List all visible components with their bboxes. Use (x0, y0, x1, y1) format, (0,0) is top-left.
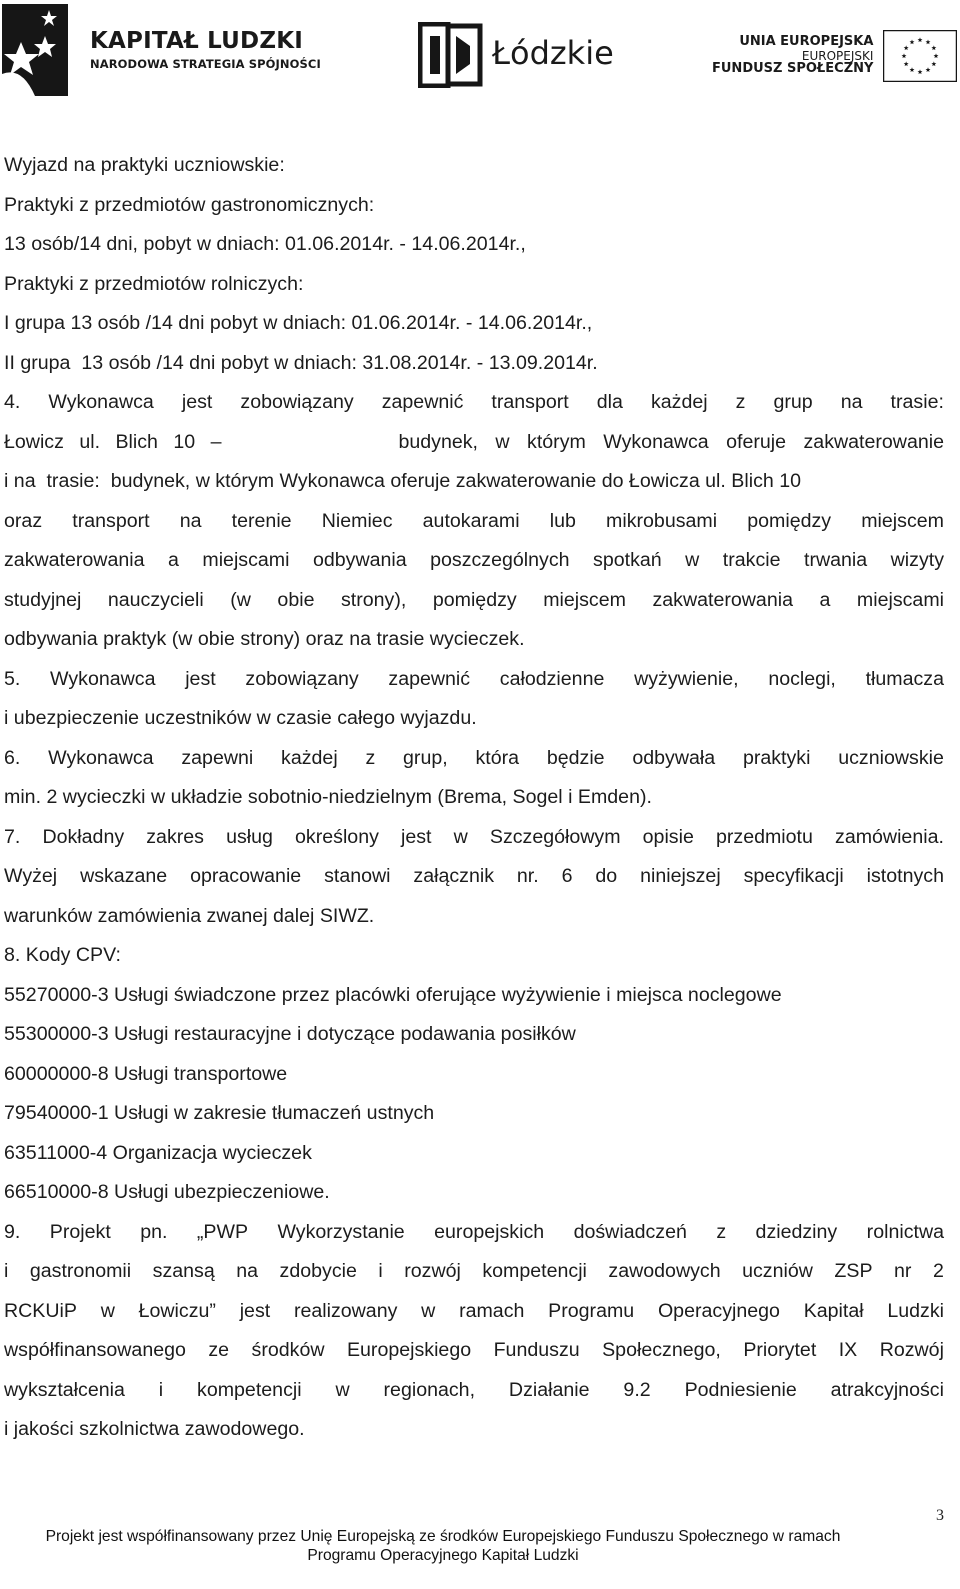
word: określony (295, 825, 379, 848)
word: zakwaterowania (4, 549, 145, 571)
text-line: i ubezpieczenie uczestników w czasie całego wyjazdu. (4, 707, 477, 729)
word: mikrobusami (606, 509, 718, 532)
page-footer (0, 1527, 886, 1565)
word: i (158, 1378, 164, 1401)
word: Podniesienie (684, 1378, 797, 1401)
word: jest (185, 667, 216, 690)
word: gastronomii (29, 1260, 132, 1282)
word: dla (596, 391, 623, 413)
cpv-code: 60000000-8 Usługi transportowe (4, 1062, 288, 1085)
word: odbywania (312, 549, 407, 571)
word: uczniów (742, 1260, 813, 1282)
word: na (840, 391, 863, 413)
word: będzie (546, 746, 605, 769)
word: ramach (459, 1299, 525, 1322)
word: „PWP (196, 1220, 249, 1243)
justified-line (4, 541, 944, 581)
word: dziedziny (755, 1220, 838, 1243)
word: IX (838, 1339, 858, 1361)
word: atrakcyjności (830, 1378, 944, 1401)
word: współfinansowanego (4, 1339, 186, 1361)
word: Wykonawca (48, 391, 154, 413)
word: Funduszu (493, 1339, 580, 1361)
word: zapewni (181, 746, 254, 769)
text-line: Praktyki z przedmiotów rolniczych: (4, 272, 304, 295)
word: rozwój (404, 1260, 461, 1282)
word: Programu (548, 1299, 635, 1322)
justified-line (4, 1213, 944, 1253)
word: studyjnej (4, 588, 82, 611)
word: Ludzki (887, 1299, 944, 1322)
word: 9.2 (623, 1378, 651, 1401)
word: ZSP (834, 1260, 873, 1282)
cpv-code: 66510000-8 Usługi ubezpieczeniowe. (4, 1181, 330, 1203)
word: załącznik (413, 865, 495, 887)
word: zakwaterowania (652, 588, 793, 611)
word: praktyki (742, 746, 811, 769)
word: nr (894, 1260, 912, 1282)
word: Działanie (508, 1378, 590, 1401)
word: 6. (4, 746, 21, 769)
word: jest (181, 391, 213, 413)
word: noclegi, (768, 667, 836, 690)
word: pomiędzy (747, 509, 832, 532)
word: szansą (152, 1260, 215, 1282)
footer-line: Programu Operacyjnego Kapitał Ludzki (307, 1547, 579, 1564)
word: obie (277, 588, 315, 611)
text-line: II grupa 13 osób /14 dni pobyt w dniach: 31.08.2014r. - 13.09.2014r. (4, 351, 598, 374)
word: miejscem (543, 588, 626, 611)
eu-line-3: FUNDUSZ SPOŁECZNY (712, 61, 874, 77)
kl-subtitle: NARODOWA STRATEGIA SPÓJNOŚCI (90, 56, 321, 71)
word: Dokładny (42, 825, 125, 848)
word: zakres (146, 825, 204, 848)
word: pn. (140, 1220, 168, 1243)
word: w (453, 825, 468, 848)
word: Szczegółowym (489, 825, 621, 848)
word: zamówienia. (835, 825, 944, 848)
footer-line: Projekt jest współfinansowany przez Unię Europejską ze środków Europejskiego Funduszu Społecznego w ramach (45, 1528, 841, 1545)
word: w (100, 1299, 115, 1322)
word: nauczycieli (107, 588, 204, 611)
justified-line (4, 502, 944, 542)
word: kompetencji (482, 1260, 587, 1282)
word: regionach, (383, 1378, 476, 1401)
word: środków (251, 1339, 325, 1361)
word: spotkań (593, 549, 662, 571)
word: Łowiczu” (138, 1299, 216, 1322)
word: doświadczeń (573, 1220, 687, 1243)
word: niniejszej (640, 865, 721, 887)
word: RCKUiP (4, 1299, 77, 1322)
justified-line (4, 660, 944, 700)
word: zobowiązany (240, 391, 354, 413)
word: Rozwój (879, 1339, 944, 1361)
word: uczniowskie (838, 746, 944, 769)
word: Priorytet (743, 1339, 817, 1361)
word: miejscami (202, 549, 290, 571)
text-line: min. 2 wycieczki w układzie sobotnio-niedzielnym (Brema, Sogel i Emden). (4, 786, 652, 808)
justified-line (4, 818, 944, 858)
word: transport (491, 391, 569, 413)
word: Wykonawca (50, 667, 156, 690)
lodzkie-logo (418, 20, 614, 90)
text-line: warunków zamówienia zwanej dalej SIWZ. (4, 904, 375, 927)
word: Niemiec (321, 509, 393, 532)
word: z (716, 1220, 727, 1243)
word: z (365, 746, 376, 769)
cpv-code: 79540000-1 Usługi w zakresie tłumaczeń ustnych (4, 1102, 435, 1124)
word: (w (230, 588, 251, 611)
word: Wykonawca (48, 746, 154, 769)
word: tłumacza (865, 667, 944, 690)
word: trakcie (722, 549, 781, 571)
word: 2 (932, 1260, 944, 1282)
kl-title: KAPITAŁ LUDZKI (90, 27, 303, 54)
word: nr. (516, 865, 539, 887)
word: w (421, 1299, 436, 1322)
word: miejscami (856, 588, 944, 611)
word: która (475, 746, 520, 769)
word: Projekt (49, 1220, 111, 1243)
word: do (595, 865, 618, 887)
eu-logo (712, 30, 957, 82)
text-line: Wyjazd na praktyki uczniowskie: (4, 154, 285, 176)
word: zobowiązany (245, 667, 359, 690)
justified-line (4, 423, 944, 463)
word: wskazane (80, 865, 168, 887)
word: realizowany (293, 1299, 398, 1322)
word: Społecznego, (602, 1339, 721, 1361)
text-line: Praktyki z przedmiotów gastronomicznych: (4, 193, 375, 216)
justified-line (4, 857, 944, 897)
eu-line-2: EUROPEJSKI (801, 48, 874, 63)
word: zapewnić (388, 667, 471, 690)
word: 7. (4, 825, 21, 848)
word: miejscem (861, 509, 944, 532)
word: jest (239, 1299, 271, 1322)
word: trasie: (890, 391, 944, 413)
justified-line (4, 1252, 944, 1292)
word: poszczególnych (430, 549, 570, 571)
word: istotnych (866, 865, 944, 887)
page-header (0, 0, 960, 100)
word: jest (401, 825, 432, 848)
word: a (167, 549, 179, 571)
word: Wyżej (4, 865, 58, 887)
text-line: 13 osób/14 dni, pobyt w dniach: 01.06.2014r. - 14.06.2014r., (4, 233, 526, 255)
word: trwania (804, 549, 868, 571)
word: oraz (4, 509, 43, 532)
justified-line (4, 1331, 944, 1371)
word: europejskich (434, 1220, 545, 1243)
justified-line (4, 1292, 944, 1332)
word: lub (549, 509, 576, 532)
cpv-code: 55270000-3 Usługi świadczone przez placówki oferujące wyżywienie i miejsca noclegowe (4, 983, 782, 1006)
word: z (735, 391, 746, 413)
word: w (335, 1378, 350, 1401)
justified-line (4, 383, 944, 423)
cpv-code: 63511000-4 Organizacja wycieczek (4, 1141, 312, 1164)
word: Wykorzystanie (277, 1220, 405, 1243)
word: w (685, 549, 700, 571)
justified-line (4, 581, 944, 621)
word: 6 (561, 865, 573, 887)
word: wizyty (890, 549, 944, 571)
word: a (819, 588, 831, 611)
word: strony), (340, 588, 407, 611)
word: usług (226, 825, 273, 848)
page-number: 3 (936, 1507, 944, 1524)
word: 9. (4, 1220, 21, 1243)
document-body (4, 146, 944, 1450)
lodzkie-emblem-icon (418, 22, 484, 88)
word: wyżywienie, (634, 667, 739, 690)
word: opracowanie (190, 865, 302, 887)
word: rolnictwa (866, 1220, 944, 1243)
word: każdej (281, 746, 338, 769)
word: kompetencji (197, 1378, 302, 1401)
text-line: odbywania praktyk (w obie strony) oraz na trasie wycieczek. (4, 628, 525, 650)
word: zdobycie (279, 1260, 357, 1282)
word: całodzienne (499, 667, 605, 690)
word: grup (773, 391, 813, 413)
word: Operacyjnego (657, 1299, 780, 1322)
eu-flag-icon (883, 30, 957, 82)
eu-line-1: UNIA EUROPEJSKA (739, 34, 874, 50)
text-line: I grupa 13 osób /14 dni pobyt w dniach: 01.06.2014r. - 14.06.2014r., (4, 312, 593, 334)
word: odbywała (632, 746, 716, 769)
text-line: 8. Kody CPV: (4, 944, 121, 966)
word: terenie (231, 509, 292, 532)
word: i (4, 1260, 9, 1282)
word: na (236, 1260, 259, 1282)
word: i (378, 1260, 383, 1282)
text-segment: Łowicz ul. Blich 10 – (4, 430, 222, 453)
lodzkie-name: Łódzkie (492, 34, 614, 72)
word: zawodowych (608, 1260, 721, 1282)
justified-line (4, 1371, 944, 1411)
text-line: i jakości szkolnictwa zawodowego. (4, 1418, 305, 1440)
word: opisie (642, 825, 694, 848)
word: Kapitał (803, 1299, 864, 1322)
word: przedmiotu (715, 825, 813, 848)
word: ze (208, 1339, 230, 1361)
text-segment: budynek, w którym Wykonawca oferuje zakwaterowanie (398, 430, 944, 453)
word: specyfikacji (743, 865, 844, 887)
word: transport (72, 509, 150, 532)
kapital-ludzki-emblem-icon (2, 4, 68, 96)
justified-line (4, 739, 944, 779)
word: wykształcenia (4, 1378, 125, 1401)
word: stanowi (324, 865, 391, 887)
word: zapewnić (381, 391, 464, 413)
text-line: i na trasie: budynek, w którym Wykonawca oferuje zakwaterowanie do Łowicza ul. Blich 10 (4, 470, 802, 492)
word: każdej (650, 391, 708, 413)
word: 5. (4, 667, 21, 690)
word: grup, (403, 746, 448, 769)
word: pomiędzy (432, 588, 517, 611)
kapital-ludzki-logo (2, 4, 321, 96)
word: na (179, 509, 202, 532)
cpv-code: 55300000-3 Usługi restauracyjne i dotyczące podawania posiłków (4, 1023, 576, 1045)
word: autokarami (422, 509, 520, 532)
word: Europejskiego (346, 1339, 472, 1361)
word: 4. (4, 391, 21, 413)
